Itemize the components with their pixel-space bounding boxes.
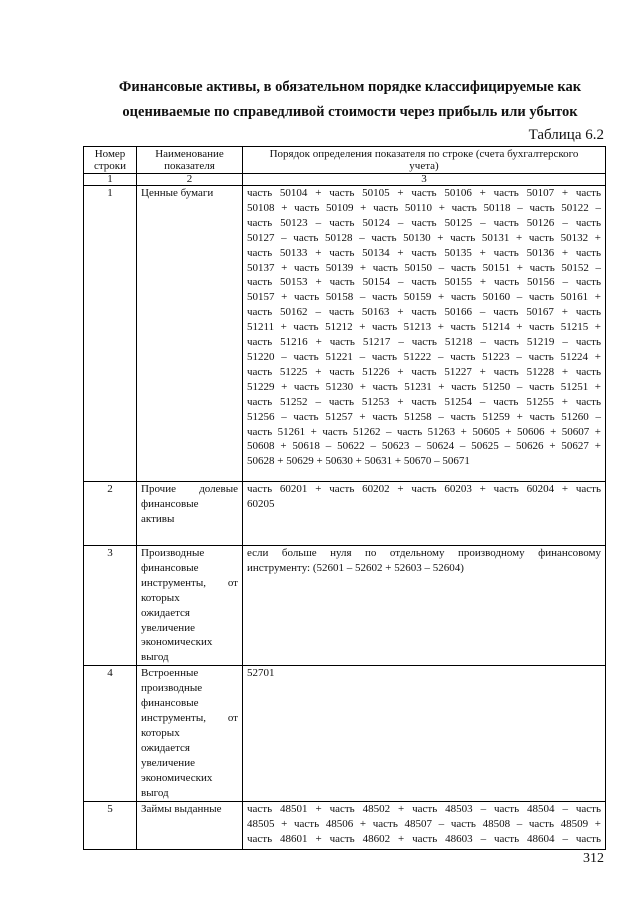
formula-line: часть 48601 + часть 48602 + часть 48603 – часть 48604 – часть [247, 833, 601, 846]
column-number: 2 [137, 174, 243, 186]
formula-cell [243, 482, 606, 546]
table-header-row [84, 147, 606, 174]
row-number-cell: 2 [84, 482, 137, 546]
indicator-name-line: выгод [141, 786, 169, 799]
formula-line: часть 50123 – часть 50124 – часть 50125 – часть 50126 – часть [247, 216, 601, 229]
indicator-name-line: ожидается [141, 606, 190, 619]
formula-line: 50127 – часть 50128 – часть 50130 + часть 50131 + часть 50132 + [247, 231, 601, 244]
indicator-name-line: Производные [141, 547, 205, 559]
indicator-name-cell [137, 482, 243, 546]
formula-line: часть 51252 – часть 51253 + часть 51254 – часть 51255 + часть [247, 395, 601, 408]
indicator-name-line: увеличение [141, 621, 195, 634]
indicator-name-line: Ценные бумаги [141, 187, 214, 199]
formula-line: часть 51261 + часть 51262 – часть 51263 + 50605 + 50606 + 50607 + [247, 425, 601, 438]
document-title-line-2: оцениваемые по справедливой стоимости через прибыль или убыток [122, 104, 578, 120]
indicator-name-line: инструменты, от [141, 711, 238, 724]
indicator-name-line: которых [141, 726, 180, 739]
indicator-name-cell [137, 546, 243, 666]
indicator-name-line: инструменты, от [141, 576, 238, 589]
indicator-name-line: финансовые [141, 697, 199, 710]
page-number: 312 [583, 851, 604, 866]
column-number: 3 [243, 174, 606, 186]
indicator-name-cell [137, 666, 243, 802]
column-number: 1 [84, 174, 137, 186]
indicator-name-line: выгод [141, 651, 169, 664]
formula-line: если больше нуля по отдельному производному финансовому [247, 547, 601, 559]
formula-cell [243, 666, 606, 802]
formula-line: 48505 + часть 48506 + часть 48507 – часть 48508 – часть 48509 + [247, 818, 601, 831]
document-title-line-1: Финансовые активы, в обязательном порядке классифицируемые как [118, 79, 582, 95]
formula-line: часть 50104 + часть 50105 + часть 50106 + часть 50107 + часть [247, 187, 601, 199]
formula-line: 51256 – часть 51257 + часть 51258 – часть 51259 + часть 51260 – [247, 410, 601, 423]
indicator-name-line: финансовые [141, 561, 199, 574]
table-label: Таблица 6.2 [528, 127, 604, 143]
formula-line: 51220 – часть 51221 – часть 51222 – часть 51223 – часть 51224 + [247, 350, 601, 363]
formula-line: часть 60201 + часть 60202 + часть 60203 + часть 60204 + часть [247, 483, 601, 495]
formula-line: 51229 + часть 51230 + часть 51231 + часть 51250 – часть 51251 + [247, 380, 601, 393]
formula-line: часть 48501 + часть 48502 + часть 48503 – часть 48504 – часть [247, 803, 601, 816]
indicator-name-cell [137, 186, 243, 482]
table-row [84, 546, 606, 666]
formula-line: 51211 + часть 51212 + часть 51213 + часть 51214 + часть 51215 + [247, 321, 601, 334]
formula-line: часть 50153 + часть 50154 – часть 50155 + часть 50156 – часть [247, 276, 601, 289]
indicator-name-line: Встроенные [141, 667, 199, 680]
header-indicator-name: Наименование показателя [137, 147, 243, 174]
indicator-name-line: производные [141, 682, 203, 695]
table-row [84, 802, 606, 850]
row-number-cell: 1 [84, 186, 137, 482]
formula-line: 50137 + часть 50139 + часть 50150 – часть 50151 + часть 50152 – [247, 261, 601, 274]
indicator-table [83, 146, 606, 850]
formula-line: 52701 [247, 667, 275, 680]
indicator-name-line: Займы выданные [141, 803, 222, 816]
formula-line: часть 50162 – часть 50163 + часть 50166 – часть 50167 + часть [247, 306, 601, 319]
indicator-name-line: увеличение [141, 756, 195, 769]
header-calculation-order: Порядок определения показателя по строке (счета бухгалтерского учета) [243, 147, 606, 174]
formula-line: 50608 + 50618 – 50622 – 50623 – 50624 – 50625 – 50626 + 50627 + [247, 440, 601, 453]
row-number-cell: 4 [84, 666, 137, 802]
row-number-cell: 5 [84, 802, 137, 850]
indicator-name-line: финансовые [141, 497, 199, 510]
formula-line: часть 50133 + часть 50134 + часть 50135 + часть 50136 + часть [247, 246, 601, 259]
formula-line: инструменту: (52601 – 52602 + 52603 – 52604) [247, 561, 464, 574]
indicator-name-line: ожидается [141, 741, 190, 754]
indicator-name-line: Прочие долевые [141, 483, 238, 495]
indicator-name-cell [137, 802, 243, 850]
indicator-name-line: активы [141, 512, 175, 525]
table-row [84, 482, 606, 546]
formula-cell [243, 802, 606, 850]
formula-line: часть 51216 + часть 51217 – часть 51218 – часть 51219 – часть [247, 336, 601, 349]
formula-line: часть 51225 + часть 51226 + часть 51227 + часть 51228 + часть [247, 365, 601, 378]
header-row-number: Номер строки [84, 147, 137, 174]
formula-line: 60205 [247, 497, 275, 510]
indicator-name-line: экономических [141, 771, 213, 784]
table-row [84, 186, 606, 482]
formula-cell [243, 186, 606, 482]
indicator-name-line: экономических [141, 636, 213, 649]
row-number-cell: 3 [84, 546, 137, 666]
table-row [84, 666, 606, 802]
formula-line: 50108 + часть 50109 + часть 50110 + часть 50118 – часть 50122 – [247, 201, 601, 214]
formula-cell [243, 546, 606, 666]
formula-line: 50628 + 50629 + 50630 + 50631 + 50670 – 50671 [247, 455, 470, 468]
indicator-name-line: которых [141, 591, 180, 604]
formula-line: 50157 + часть 50158 – часть 50159 + часть 50160 – часть 50161 + [247, 291, 601, 304]
column-number-row [84, 174, 606, 186]
